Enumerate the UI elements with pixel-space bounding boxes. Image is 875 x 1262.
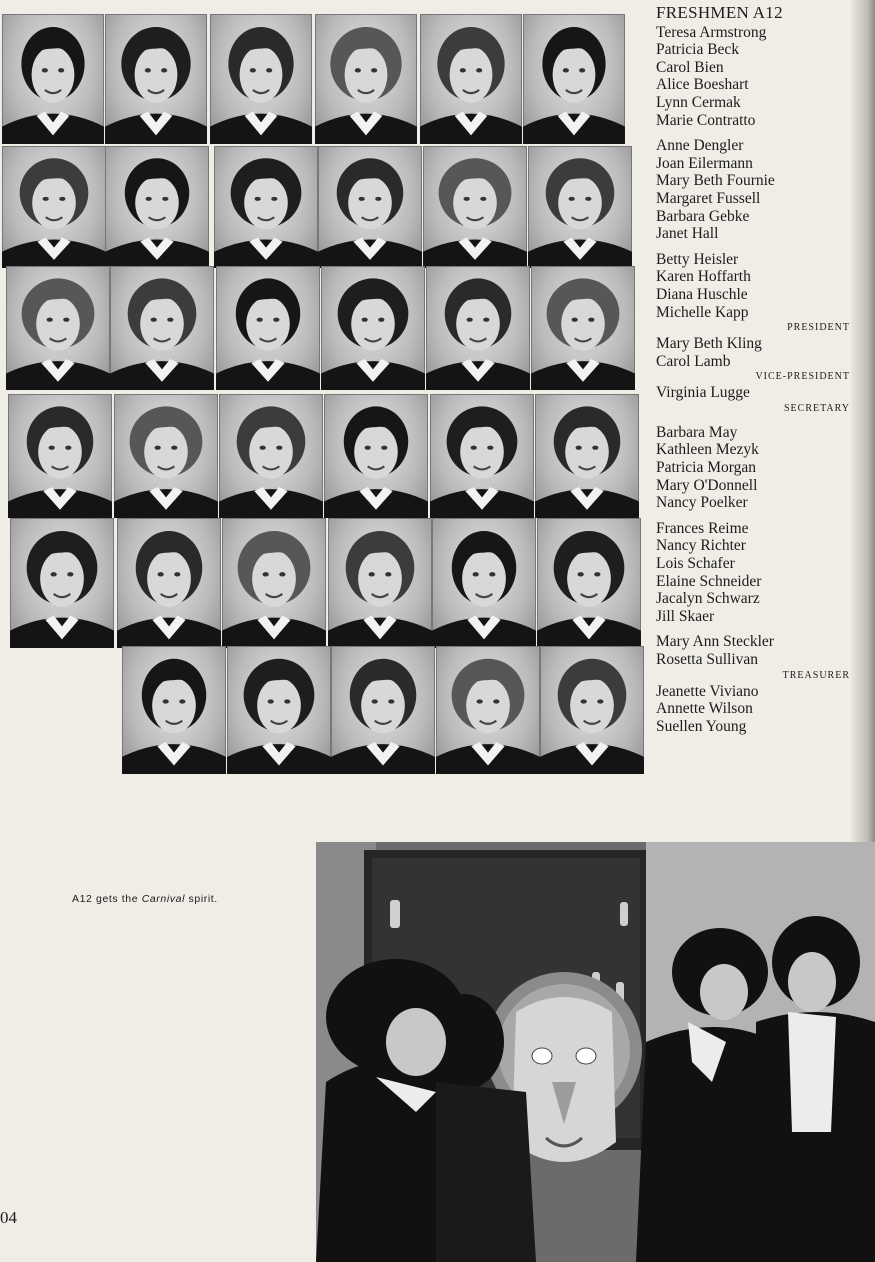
student-name: Barbara Gebke xyxy=(656,207,750,225)
portrait-figure xyxy=(6,266,110,390)
portrait-figure xyxy=(114,394,218,518)
name-group xyxy=(656,424,856,512)
officer-title: SECRETARY xyxy=(784,402,850,414)
portrait-figure xyxy=(540,646,644,774)
officer-title: VICE-PRESIDENT xyxy=(755,371,850,383)
student-portrait xyxy=(523,14,625,144)
student-portrait xyxy=(227,646,331,774)
student-portrait xyxy=(117,518,221,648)
student-name: Margaret Fussell xyxy=(656,189,761,207)
student-portrait xyxy=(105,14,207,144)
portrait-figure xyxy=(110,266,214,390)
student-name: Michelle Kapp xyxy=(656,303,749,321)
student-portrait xyxy=(216,266,320,390)
name-group xyxy=(656,24,856,130)
portrait-figure xyxy=(436,646,540,774)
student-portrait xyxy=(432,518,536,648)
name-group xyxy=(656,137,856,243)
student-portrait xyxy=(222,518,326,648)
student-name: Elaine Schneider xyxy=(656,572,762,590)
portrait-figure xyxy=(2,14,104,144)
carnival-photo xyxy=(316,842,875,1262)
student-portrait xyxy=(528,146,632,268)
portrait-figure xyxy=(432,518,536,648)
student-portrait xyxy=(331,646,435,774)
portrait-figure xyxy=(216,266,320,390)
student-portrait xyxy=(531,266,635,390)
portrait-figure xyxy=(531,266,635,390)
student-portrait xyxy=(537,518,641,648)
student-name: Patricia Morgan xyxy=(656,459,757,477)
portrait-figure xyxy=(105,146,209,268)
student-portrait xyxy=(6,266,110,390)
portrait-figure xyxy=(318,146,422,268)
student-name: Anne Dengler xyxy=(656,137,744,155)
student-name: Carol Lamb xyxy=(656,352,731,370)
student-name: Karen Hoffarth xyxy=(656,268,751,286)
portrait-figure xyxy=(423,146,527,268)
student-portrait xyxy=(420,14,522,144)
student-portrait xyxy=(8,394,112,518)
officer-title: PRESIDENT xyxy=(787,322,850,334)
page-number: 04 xyxy=(0,1208,17,1227)
student-name: Marie Contratto xyxy=(656,111,756,129)
portrait-figure xyxy=(420,14,522,144)
student-portrait xyxy=(210,14,312,144)
student-name: Lynn Cermak xyxy=(656,93,741,111)
student-portrait xyxy=(318,146,422,268)
student-name: Jacalyn Schwarz xyxy=(656,590,760,608)
portrait-figure xyxy=(537,518,641,648)
student-portrait xyxy=(219,394,323,518)
student-name: Mary Beth Kling xyxy=(656,335,762,353)
student-portrait xyxy=(114,394,218,518)
student-name: Annette Wilson xyxy=(656,700,753,718)
student-portrait xyxy=(214,146,318,268)
student-name: Mary O'Donnell xyxy=(656,476,758,494)
portrait-figure xyxy=(210,14,312,144)
student-name: Barbara May xyxy=(656,423,738,441)
student-name: Suellen Young xyxy=(656,717,747,735)
student-portrait xyxy=(423,146,527,268)
student-name: Kathleen Mezyk xyxy=(656,441,759,459)
student-name: Jeanette Viviano xyxy=(656,682,759,700)
student-name: Alice Boeshart xyxy=(656,76,749,94)
carnival-photo-illustration xyxy=(316,842,875,1262)
student-name: Jill Skaer xyxy=(656,607,715,625)
student-portrait xyxy=(315,14,417,144)
student-portrait xyxy=(10,518,114,648)
student-portrait xyxy=(328,518,432,648)
student-name: Betty Heisler xyxy=(656,250,739,268)
portrait-figure xyxy=(8,394,112,518)
name-group xyxy=(656,633,856,735)
portrait-figure xyxy=(528,146,632,268)
caption-emphasis: Carnival xyxy=(141,893,186,905)
portrait-figure xyxy=(214,146,318,268)
student-portrait xyxy=(105,146,209,268)
portrait-figure xyxy=(426,266,530,390)
student-portrait xyxy=(436,646,540,774)
portrait-figure xyxy=(2,146,106,268)
student-name: Patricia Beck xyxy=(656,41,740,59)
photo-caption xyxy=(72,893,218,905)
student-name: Nancy Richter xyxy=(656,537,746,555)
student-portrait xyxy=(2,14,104,144)
portrait-figure xyxy=(523,14,625,144)
portrait-figure xyxy=(10,518,114,648)
student-name: Carol Bien xyxy=(656,58,724,76)
student-name: Diana Huschle xyxy=(656,285,748,303)
portrait-figure xyxy=(117,518,221,648)
officer-title: TREASURER xyxy=(782,669,850,681)
student-name: Rosetta Sullivan xyxy=(656,651,759,668)
caption-text-before: A12 gets the xyxy=(72,893,142,905)
portrait-figure xyxy=(222,518,326,648)
portrait-figure xyxy=(122,646,226,774)
student-portrait xyxy=(535,394,639,518)
name-group xyxy=(656,520,856,626)
name-list xyxy=(656,24,856,736)
portrait-figure xyxy=(105,14,207,144)
student-portrait xyxy=(122,646,226,774)
student-name: Mary Ann Steckler xyxy=(656,633,774,651)
student-name: Nancy Poelker xyxy=(656,494,748,512)
student-portrait xyxy=(321,266,425,390)
student-portrait xyxy=(426,266,530,390)
portrait-figure xyxy=(315,14,417,144)
student-name: Lois Schafer xyxy=(656,555,735,573)
student-portrait xyxy=(540,646,644,774)
caption-text-after: spirit. xyxy=(185,893,218,905)
student-portrait xyxy=(430,394,534,518)
name-group xyxy=(656,251,856,416)
name-column xyxy=(656,4,856,743)
portrait-figure xyxy=(430,394,534,518)
portrait-figure xyxy=(331,646,435,774)
student-name: Teresa Armstrong xyxy=(656,23,767,41)
student-name: Joan Eilermann xyxy=(656,154,753,172)
portrait-figure xyxy=(535,394,639,518)
student-portrait xyxy=(324,394,428,518)
portrait-figure xyxy=(227,646,331,774)
portrait-figure xyxy=(328,518,432,648)
portrait-figure xyxy=(321,266,425,390)
class-heading: FRESHMEN A12 xyxy=(656,3,783,22)
student-name: Mary Beth Fournie xyxy=(656,172,775,190)
student-name: Janet Hall xyxy=(656,225,719,243)
portrait-grid xyxy=(0,0,650,780)
student-portrait xyxy=(2,146,106,268)
student-name: Virginia Lugge xyxy=(656,384,750,402)
student-name: Frances Reime xyxy=(656,519,749,537)
portrait-figure xyxy=(219,394,323,518)
portrait-figure xyxy=(324,394,428,518)
student-portrait xyxy=(110,266,214,390)
